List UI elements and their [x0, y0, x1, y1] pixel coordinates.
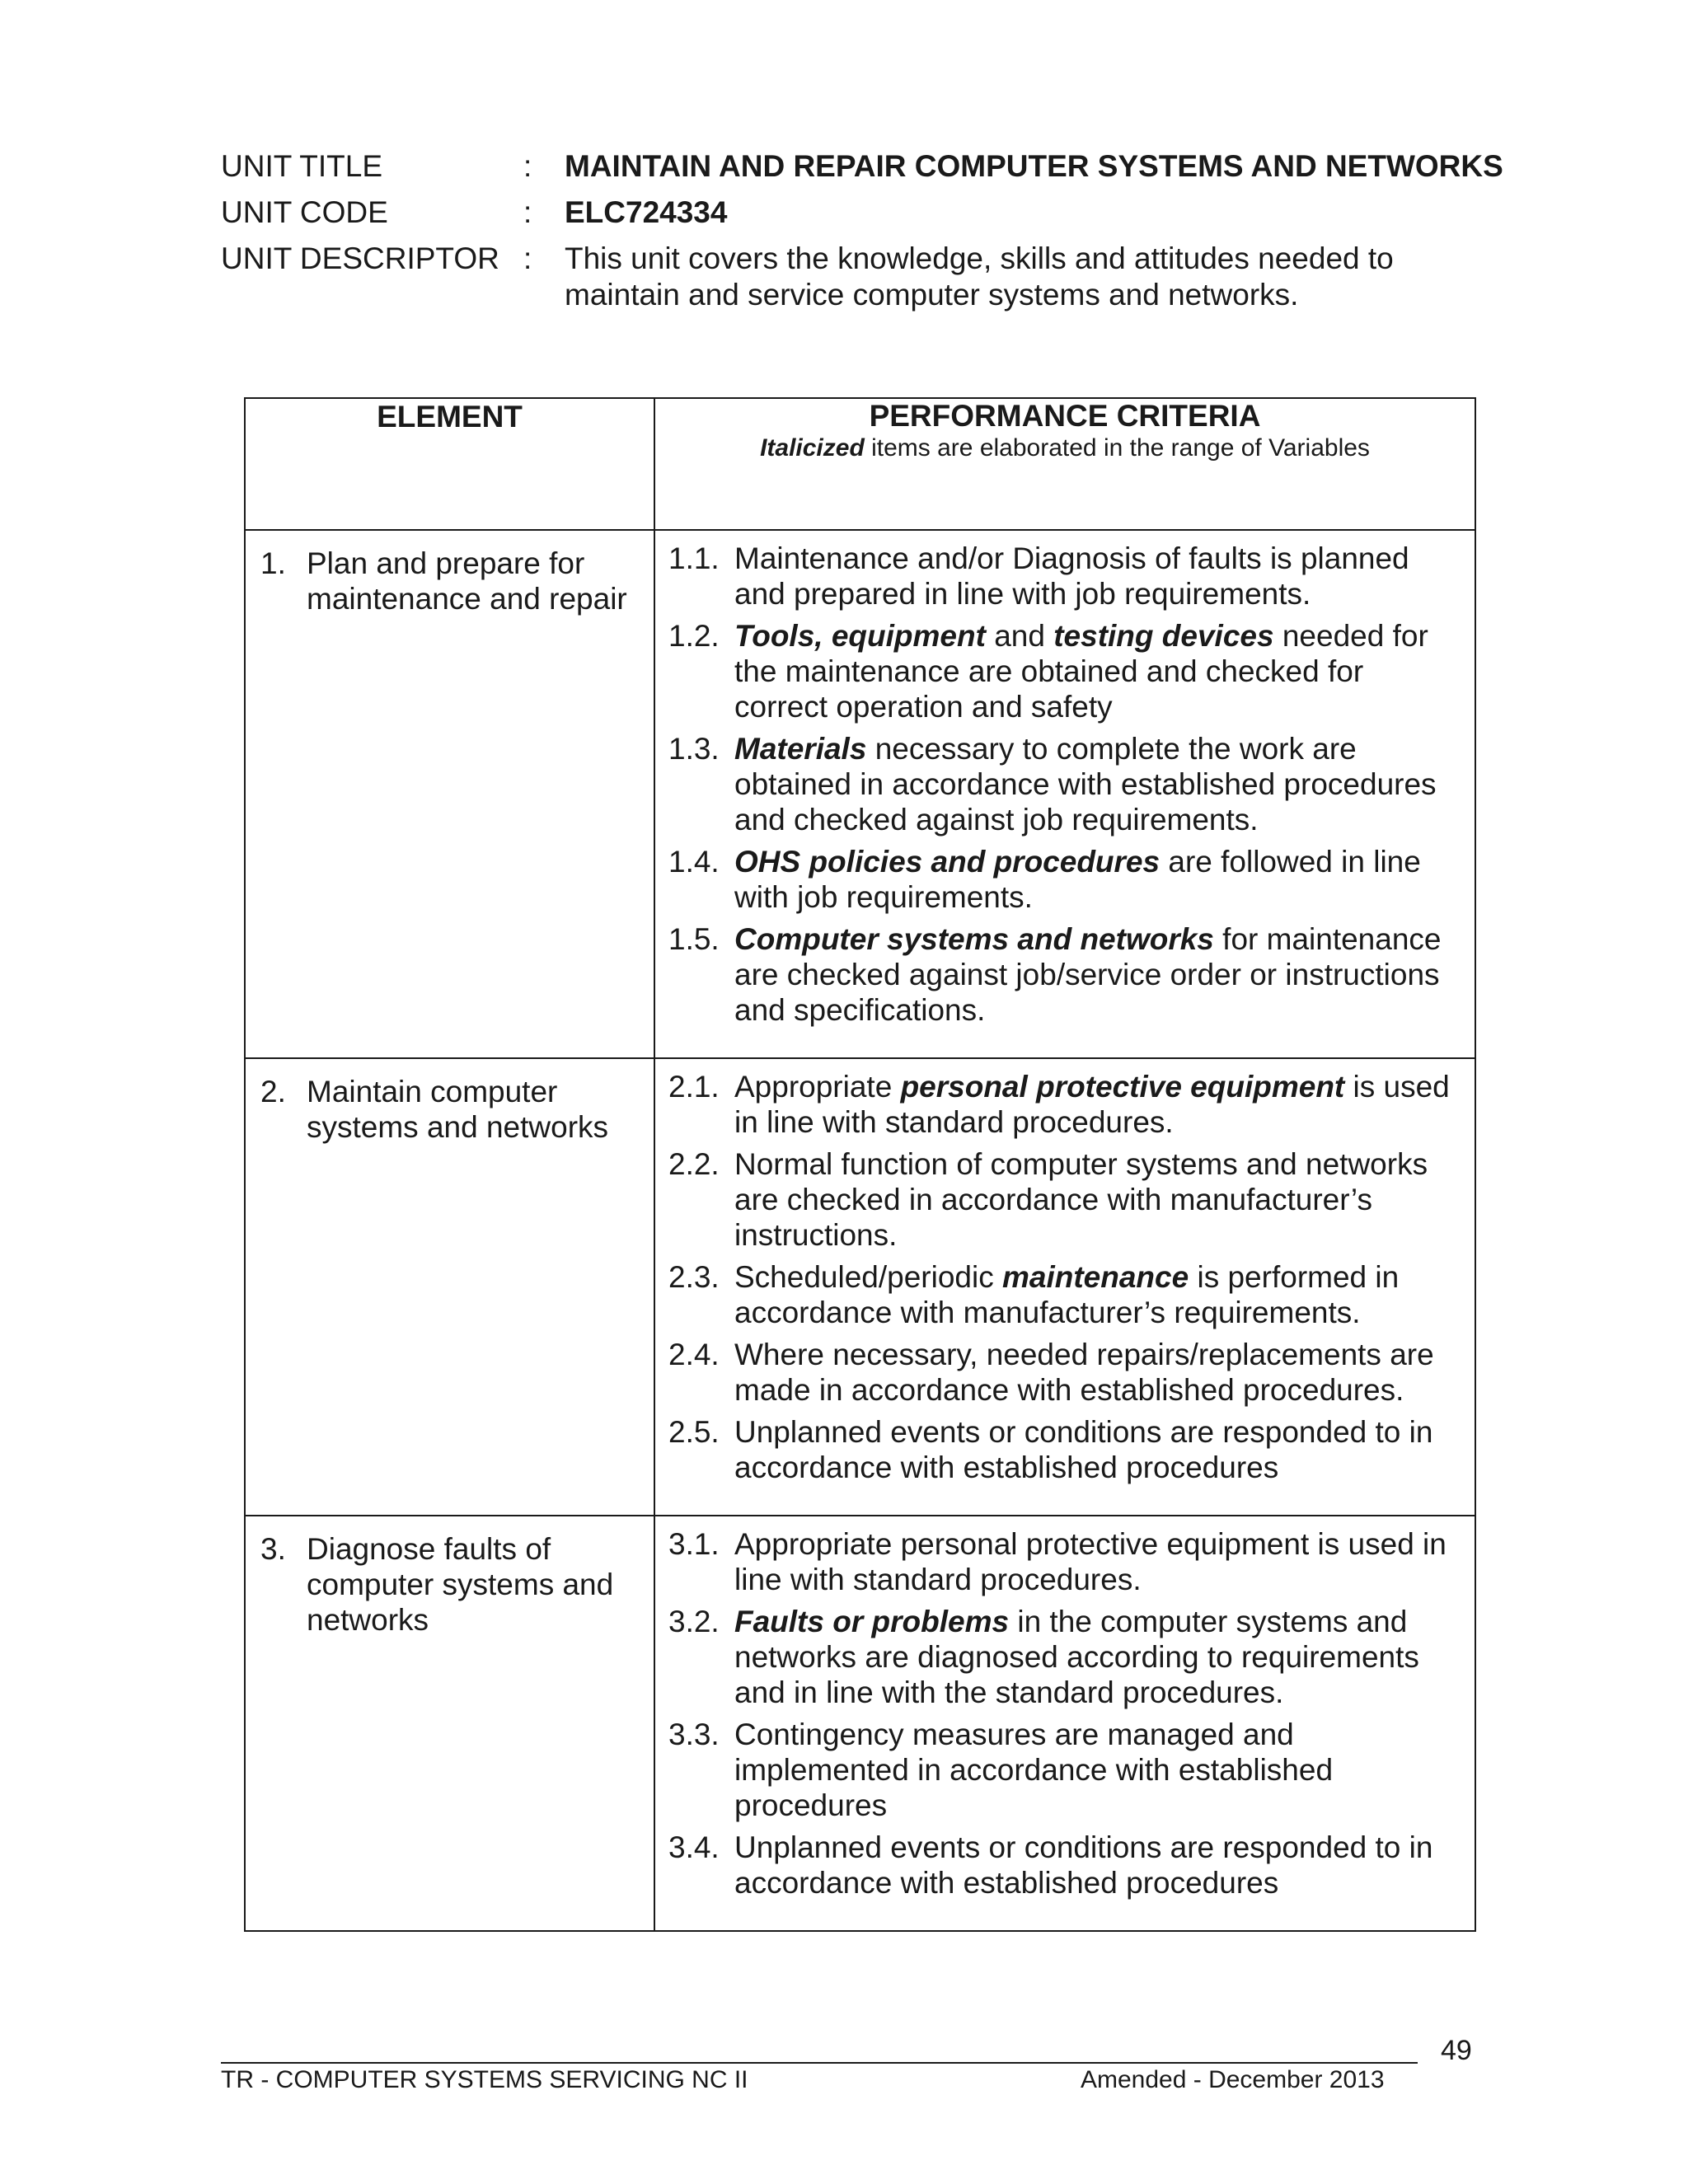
unit-descriptor-label: UNIT DESCRIPTOR	[221, 241, 499, 275]
criteria-text	[734, 1604, 1461, 1710]
footer-right: Amended - December 2013	[1081, 2066, 1385, 2093]
unit-title-row	[221, 148, 1507, 185]
criteria-item	[668, 844, 1461, 915]
criteria-text	[734, 1146, 1461, 1253]
criteria-number: 1.4.	[668, 845, 720, 879]
criteria-text-part: Unplanned events or conditions are responded to in accordance with established procedures	[734, 1830, 1433, 1900]
page-number: 49	[1441, 2035, 1472, 2066]
criteria-text-part: Appropriate	[734, 1070, 901, 1104]
table-header-row	[245, 398, 1475, 530]
criteria-text	[734, 1337, 1461, 1408]
element-number: 3.	[260, 1532, 286, 1566]
criteria-item	[668, 541, 1461, 612]
criteria-variable-term: Computer systems and networks	[734, 922, 1214, 956]
footer-divider	[221, 2062, 1418, 2064]
criteria-text-part: Appropriate personal protective equipment is used in line with standard procedures.	[734, 1527, 1447, 1596]
criteria-number: 3.4.	[668, 1830, 720, 1864]
criteria-number: 2.3.	[668, 1260, 720, 1294]
criteria-variable-term: OHS policies and procedures	[734, 845, 1160, 879]
criteria-text	[734, 1526, 1461, 1597]
element-column-header: ELEMENT	[245, 398, 654, 530]
criteria-number: 2.4.	[668, 1338, 720, 1371]
criteria-text	[734, 1259, 1461, 1330]
criteria-text-part: Scheduled/periodic	[734, 1260, 1002, 1294]
criteria-text	[734, 1069, 1461, 1140]
unit-title-value: MAINTAIN AND REPAIR COMPUTER SYSTEMS AND NETWORKS	[565, 149, 1503, 183]
criteria-number: 2.1.	[668, 1070, 720, 1104]
element-text: Diagnose faults of computer systems and networks	[307, 1532, 614, 1637]
criteria-item	[668, 1604, 1461, 1710]
criteria-number: 3.2.	[668, 1605, 720, 1638]
element-text: Maintain computer systems and networks	[307, 1075, 609, 1144]
criteria-item	[668, 1146, 1461, 1253]
element-number: 2.	[260, 1075, 286, 1108]
criteria-text	[734, 1414, 1461, 1485]
criteria-text-part: necessary to complete the work are obtained in accordance with established procedures and checked against job requirements.	[734, 732, 1437, 837]
criteria-item	[668, 1414, 1461, 1485]
colon: :	[523, 149, 532, 183]
table-row	[245, 530, 1475, 1058]
criteria-variable-term: Faults or problems	[734, 1605, 1010, 1638]
criteria-text-part: and	[985, 619, 1054, 653]
unit-code-row	[221, 194, 1507, 231]
colon: :	[523, 195, 532, 229]
criteria-text	[734, 1830, 1461, 1900]
element-number: 1.	[260, 546, 286, 580]
criteria-text-part: for maintenance are checked against job/service order or instructions and specifications.	[734, 922, 1442, 1027]
element-cell	[245, 1058, 654, 1516]
unit-code-label: UNIT CODE	[221, 195, 388, 229]
element-text: Plan and prepare for maintenance and repair	[307, 546, 627, 616]
criteria-cell	[654, 1058, 1475, 1516]
unit-descriptor-value: This unit covers the knowledge, skills and attitudes needed to maintain and service computer systems and networks.	[565, 241, 1394, 312]
criteria-note	[655, 434, 1475, 463]
criteria-number: 3.1.	[668, 1527, 720, 1561]
criteria-title: PERFORMANCE CRITERIA	[869, 399, 1261, 433]
criteria-text-part: Maintenance and/or Diagnosis of faults is planned and prepared in line with job requirements.	[734, 541, 1409, 611]
element-entry	[260, 1531, 640, 1638]
criteria-item	[668, 618, 1461, 724]
criteria-variable-term: maintenance	[1002, 1260, 1189, 1294]
criteria-text-part: Normal function of computer systems and networks are checked in accordance with manufacturer’s instructions.	[734, 1147, 1428, 1252]
unit-header	[221, 148, 1507, 323]
criteria-number: 2.5.	[668, 1415, 720, 1449]
element-cell	[245, 530, 654, 1058]
criteria-item	[668, 1337, 1461, 1408]
criteria-text-part: is used in line with standard procedures.	[734, 1070, 1450, 1139]
table-body	[245, 530, 1475, 1931]
criteria-text	[734, 921, 1461, 1028]
criteria-item	[668, 1830, 1461, 1900]
criteria-number: 1.2.	[668, 619, 720, 653]
criteria-text	[734, 618, 1461, 724]
criteria-number: 3.3.	[668, 1718, 720, 1751]
colon: :	[523, 241, 532, 275]
table-row	[245, 1516, 1475, 1931]
criteria-text-part: Unplanned events or conditions are responded to in accordance with established procedures	[734, 1415, 1433, 1484]
element-entry	[260, 546, 640, 616]
criteria-item	[668, 731, 1461, 837]
criteria-variable-term: testing devices	[1053, 619, 1274, 653]
criteria-item	[668, 921, 1461, 1028]
footer-left: TR - COMPUTER SYSTEMS SERVICING NC II	[221, 2066, 748, 2093]
criteria-text	[734, 731, 1461, 837]
criteria-text-part: are followed in line with job requirements.	[734, 845, 1421, 914]
unit-title-label: UNIT TITLE	[221, 149, 383, 183]
criteria-note-rest: items are elaborated in the range of Variables	[864, 434, 1370, 462]
criteria-number: 2.2.	[668, 1147, 720, 1181]
criteria-note-italic: Italicized	[760, 434, 865, 462]
criteria-text-part: needed for the maintenance are obtained and checked for correct operation and safety	[734, 619, 1428, 724]
criteria-variable-term: personal protective equipment	[900, 1070, 1345, 1104]
criteria-text	[734, 1717, 1461, 1823]
criteria-number: 1.5.	[668, 922, 720, 956]
competency-table	[244, 397, 1476, 1932]
criteria-cell	[654, 530, 1475, 1058]
table-row	[245, 1058, 1475, 1516]
criteria-number: 1.1.	[668, 541, 720, 575]
criteria-item	[668, 1069, 1461, 1140]
criteria-text-part: is performed in accordance with manufacturer’s requirements.	[734, 1260, 1400, 1329]
element-entry	[260, 1074, 640, 1145]
criteria-column-header	[654, 398, 1475, 530]
criteria-item	[668, 1717, 1461, 1823]
unit-descriptor-row	[221, 241, 1507, 313]
criteria-cell	[654, 1516, 1475, 1931]
criteria-text-part: Where necessary, needed repairs/replacements are made in accordance with established procedures.	[734, 1338, 1434, 1407]
criteria-text	[734, 844, 1461, 915]
criteria-variable-term: Tools, equipment	[734, 619, 986, 653]
unit-code-value: ELC724334	[565, 195, 728, 229]
criteria-variable-term: Materials	[734, 732, 867, 766]
element-cell	[245, 1516, 654, 1931]
criteria-text-part: Contingency measures are managed and implemented in accordance with established procedures	[734, 1718, 1334, 1822]
criteria-number: 1.3.	[668, 732, 720, 766]
criteria-item	[668, 1526, 1461, 1597]
criteria-text-part: in the computer systems and networks are diagnosed according to requirements and in line with the standard procedures.	[734, 1605, 1419, 1709]
criteria-text	[734, 541, 1461, 612]
criteria-item	[668, 1259, 1461, 1330]
